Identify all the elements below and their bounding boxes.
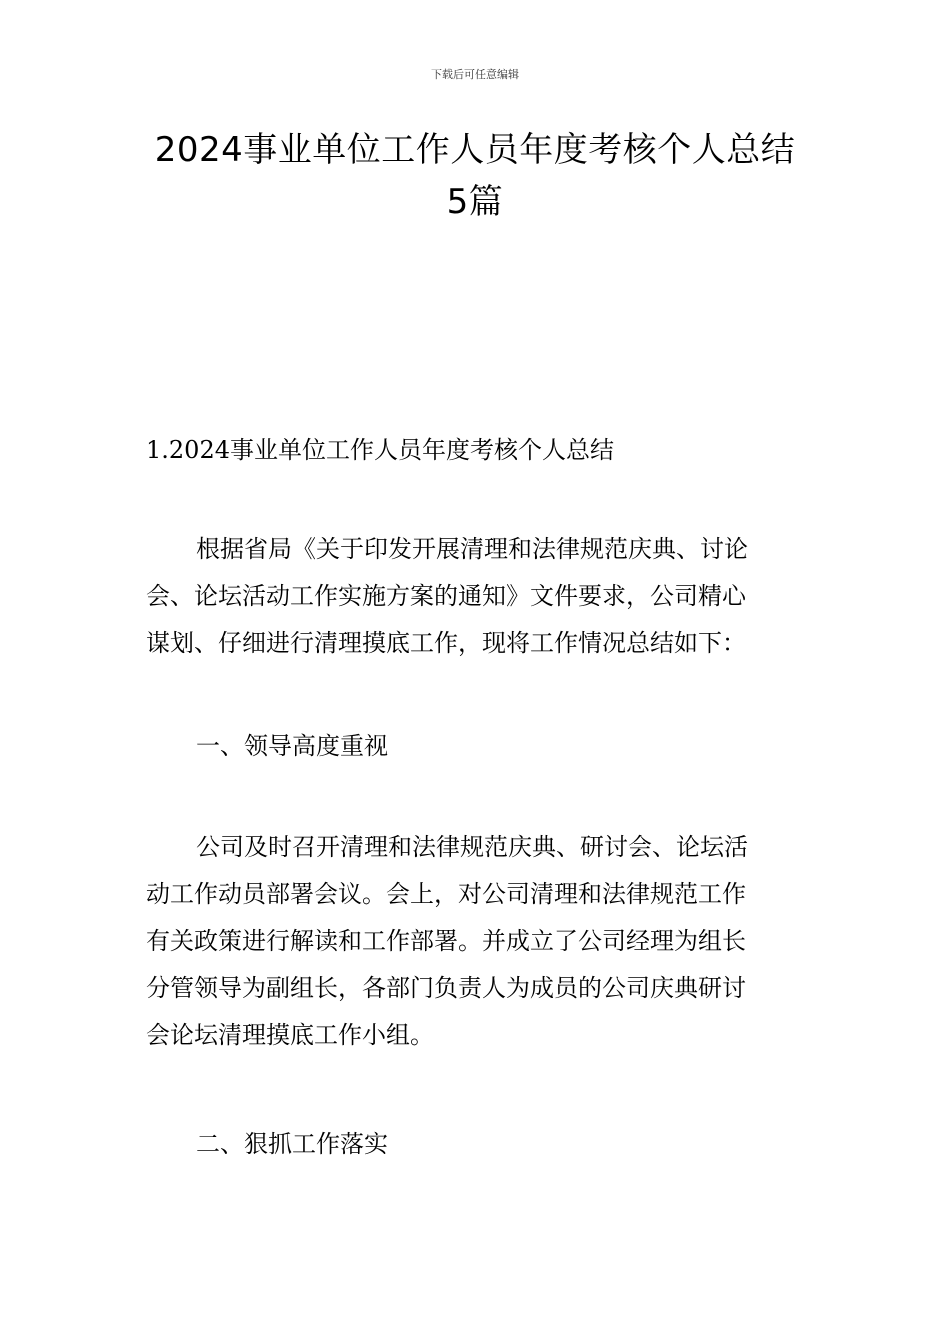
header-note: 下载后可任意编辑	[431, 68, 519, 81]
title-line-2: 5篇	[446, 182, 504, 222]
paragraph-line: 公司及时召开清理和法律规范庆典、研讨会、论坛活	[196, 833, 748, 861]
paragraph-line: 分管领导为副组长，各部门负责人为成员的公司庆典研讨	[146, 974, 746, 1002]
paragraph-line: 会论坛清理摸底工作小组。	[146, 1021, 434, 1049]
body-paragraph-1	[146, 824, 812, 1059]
paragraph-line: 谋划、仔细进行清理摸底工作，现将工作情况总结如下：	[146, 629, 746, 657]
heading-implementation: 二、狠抓工作落实	[196, 1130, 388, 1158]
document-title	[100, 124, 850, 228]
paragraph-line: 根据省局《关于印发开展清理和法律规范庆典、讨论	[196, 535, 748, 563]
paragraph-line: 会、论坛活动工作实施方案的通知》文件要求，公司精心	[146, 582, 746, 610]
section-title: 1.2024事业单位工作人员年度考核个人总结	[146, 436, 614, 464]
heading-leadership: 一、领导高度重视	[196, 732, 388, 760]
paragraph-line: 有关政策进行解读和工作部署。并成立了公司经理为组长	[146, 927, 746, 955]
paragraph-line: 动工作动员部署会议。会上，对公司清理和法律规范工作	[146, 880, 746, 908]
intro-paragraph	[146, 526, 812, 667]
title-line-1: 2024事业单位工作人员年度考核个人总结	[154, 130, 796, 170]
